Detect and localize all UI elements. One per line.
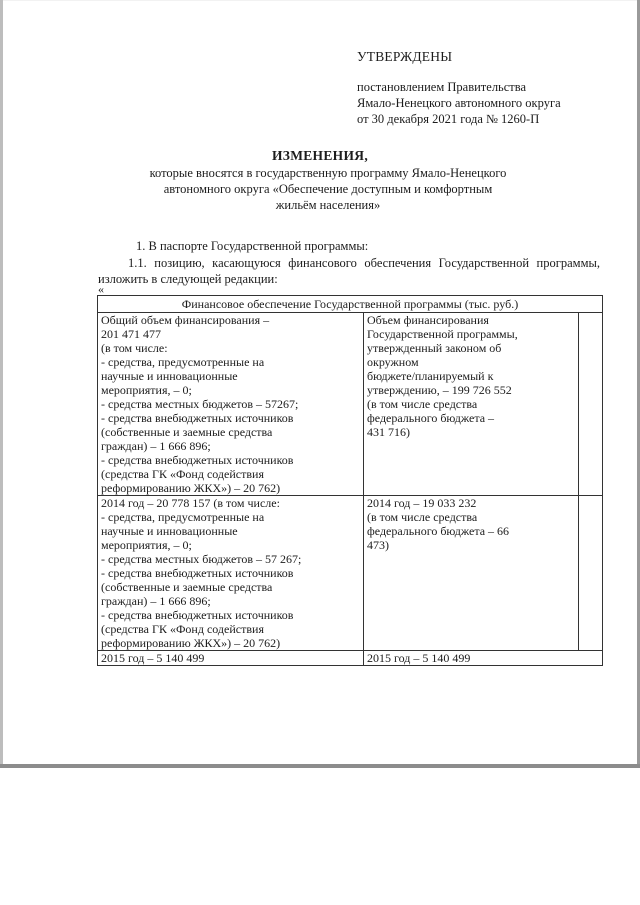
cell-line: (в том числе средства — [367, 510, 478, 524]
document-title: ИЗМЕНЕНИЯ, — [271, 148, 368, 163]
cell-line: научные и инновационные — [101, 369, 238, 383]
cell-line: 2014 год – 20 778 157 (в том числе: — [101, 496, 280, 510]
paragraph-1-1: 1.1. позицию, касающуюся финансового обеспечения Государственной программы, изложить в следующей редакции: — [98, 256, 600, 286]
table-row — [98, 313, 603, 496]
cell-line: 201 471 477 — [101, 327, 161, 341]
cell-line: - средства внебюджетных источников — [101, 411, 294, 425]
cell-line: 431 716) — [367, 425, 410, 439]
cell-line: реформированию ЖКХ») – 20 762) — [101, 481, 281, 495]
approved-label: УТВЕРЖДЕНЫ — [357, 49, 453, 64]
empty-cell — [579, 313, 603, 496]
cell-line: Государственной программы, — [367, 327, 518, 341]
empty-cell — [579, 496, 603, 651]
decree-line: от 30 декабря 2021 года № 1260-П — [357, 112, 540, 126]
cell-line: граждан) – 1 666 896; — [101, 594, 211, 608]
subtitle-line: автономного округа «Обеспечение доступным и комфортным — [163, 182, 493, 196]
cell-line: бюджете/планируемый к — [367, 369, 494, 383]
subtitle-line: жильём населения» — [275, 198, 381, 212]
cell-line: (в том числе средства — [367, 397, 478, 411]
cell-line: мероприятия, – 0; — [101, 383, 192, 397]
cell-line: - средства внебюджетных источников — [101, 453, 294, 467]
opening-quote: « — [98, 282, 104, 296]
budget-funding-cell — [364, 496, 579, 651]
document-subtitle — [128, 165, 528, 213]
cell-line: Объем финансирования — [367, 313, 489, 327]
scan-bottom-edge — [0, 764, 640, 768]
cell-line: 2015 год – 5 140 499 — [101, 651, 205, 665]
subtitle-line: которые вносятся в государственную программу Ямало-Ненецкого — [149, 166, 507, 180]
cell-line: федерального бюджета – — [367, 411, 495, 425]
cell-line: утверждению, – 199 726 552 — [367, 383, 512, 397]
decree-line: постановлением Правительства — [357, 80, 527, 94]
table-header-row — [98, 296, 603, 313]
cell-line: 2014 год – 19 033 232 — [367, 496, 477, 510]
cell-line: окружном — [367, 355, 419, 369]
table-header: Финансовое обеспечение Государственной программы (тыс. руб.) — [98, 296, 603, 313]
cell-line: 473) — [367, 538, 389, 552]
decree-line: Ямало-Ненецкого автономного округа — [357, 96, 561, 110]
cell-line: (средства ГК «Фонд содействия — [101, 622, 264, 636]
cell-line: федерального бюджета – 66 — [367, 524, 510, 538]
cell-line: 2015 год – 5 140 499 — [367, 651, 471, 665]
cell-line: - средства местных бюджетов – 57 267; — [101, 552, 302, 566]
total-funding-cell — [98, 313, 364, 496]
cell-line: - средства, предусмотренные на — [101, 510, 265, 524]
cell-line: - средства местных бюджетов – 57267; — [101, 397, 299, 411]
cell-line: научные и инновационные — [101, 524, 238, 538]
cell-line: (собственные и заемные средства — [101, 580, 273, 594]
cell-line: реформированию ЖКХ») – 20 762) — [101, 636, 281, 650]
table-row — [98, 496, 603, 651]
cell-line: Общий объем финансирования – — [101, 313, 270, 327]
budget-funding-cell — [364, 313, 579, 496]
paragraph-1: 1. В паспорте Государственной программы: — [136, 239, 369, 253]
cell-line: (собственные и заемные средства — [101, 425, 273, 439]
budget-funding-cell — [364, 651, 603, 666]
decree-reference — [357, 79, 561, 127]
financing-table — [97, 295, 603, 666]
cell-line: граждан) – 1 666 896; — [101, 439, 211, 453]
cell-line: мероприятия, – 0; — [101, 538, 192, 552]
total-funding-cell — [98, 496, 364, 651]
table-row — [98, 651, 603, 666]
cell-line: (средства ГК «Фонд содействия — [101, 467, 264, 481]
cell-line: (в том числе: — [101, 341, 168, 355]
cell-line: утвержденный законом об — [367, 341, 502, 355]
cell-line: - средства, предусмотренные на — [101, 355, 265, 369]
cell-line: - средства внебюджетных источников — [101, 566, 294, 580]
scan-left-edge — [0, 0, 3, 768]
cell-line: - средства внебюджетных источников — [101, 608, 294, 622]
total-funding-cell — [98, 651, 364, 666]
